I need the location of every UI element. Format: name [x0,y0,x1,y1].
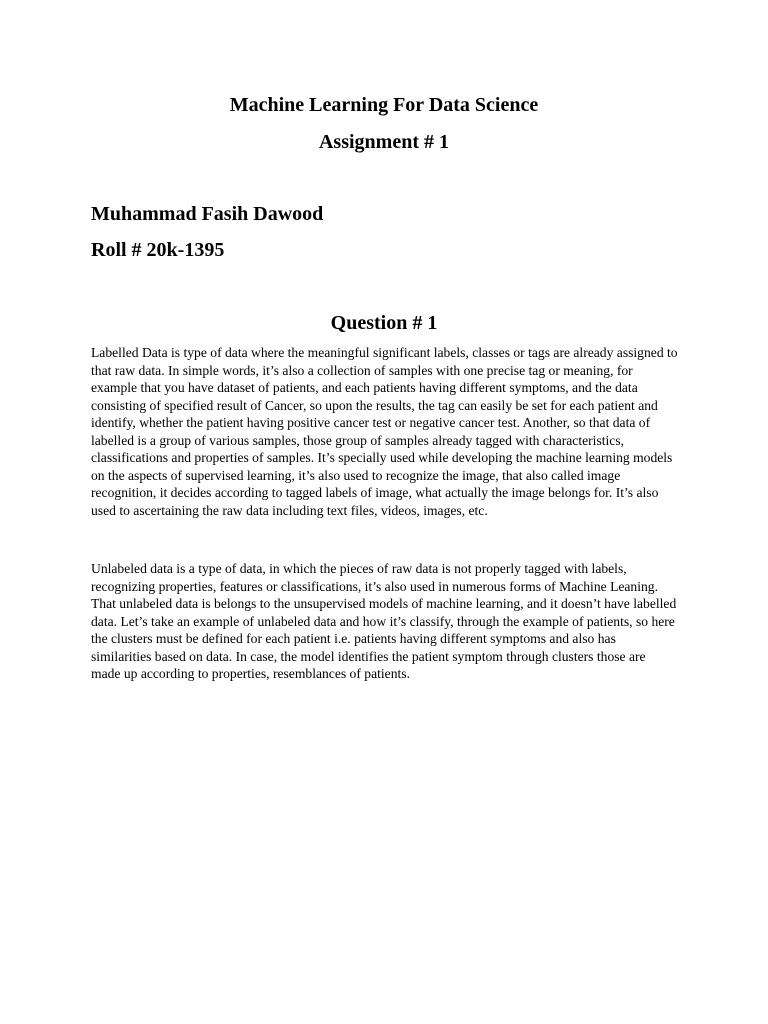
roll-number: Roll # 20k-1395 [91,239,225,261]
question-heading: Question # 1 [330,312,438,334]
paragraph-unlabeled-data: Unlabeled data is a type of data, in which the pieces of raw data is not properly tagged with labels, recognizing properties, features or classifications, it’s also used in numerous forms of Machine Leaning. That unlabeled data is belongs to the unsupervised models of machine learning, and it doesn’t have labelled data. Let’s take an example of unlabeled data and how it’s classify, through the example of patients, so here the clusters must be defined for each patient i.e. patients having different symptoms and also has similarities based on data. In case, the model identifies the patient symptom through clusters those are made up according to properties, resemblances of patients. [91,561,677,681]
student-name: Muhammad Fasih Dawood [91,203,324,225]
assignment-title: Assignment # 1 [318,131,449,153]
paragraph-labelled-data: Labelled Data is type of data where the meaningful significant labels, classes or tags are already assigned to that raw data. In simple words, it’s also a collection of samples with one precise tag or meaning, for example that you have dataset of patients, and each patients having different symptoms, and the data consisting of specified result of Cancer, so upon the results, the tag can easily be set for each patient and identify, whether the patient having positive cancer test or negative cancer test. Another, so that data of labelled is a group of various samples, those group of samples already tagged with characteristics, classifications and properties of samples. It’s specially used while developing the machine learning models on the aspects of supervised learning, it’s also used to recognize the image, that also called image recognition, it decides according to tagged labels of image, what actually the image belongs for. It’s also used to ascertaining the raw data including text files, videos, images, etc. [91,345,678,518]
course-title: Machine Learning For Data Science [229,94,539,116]
